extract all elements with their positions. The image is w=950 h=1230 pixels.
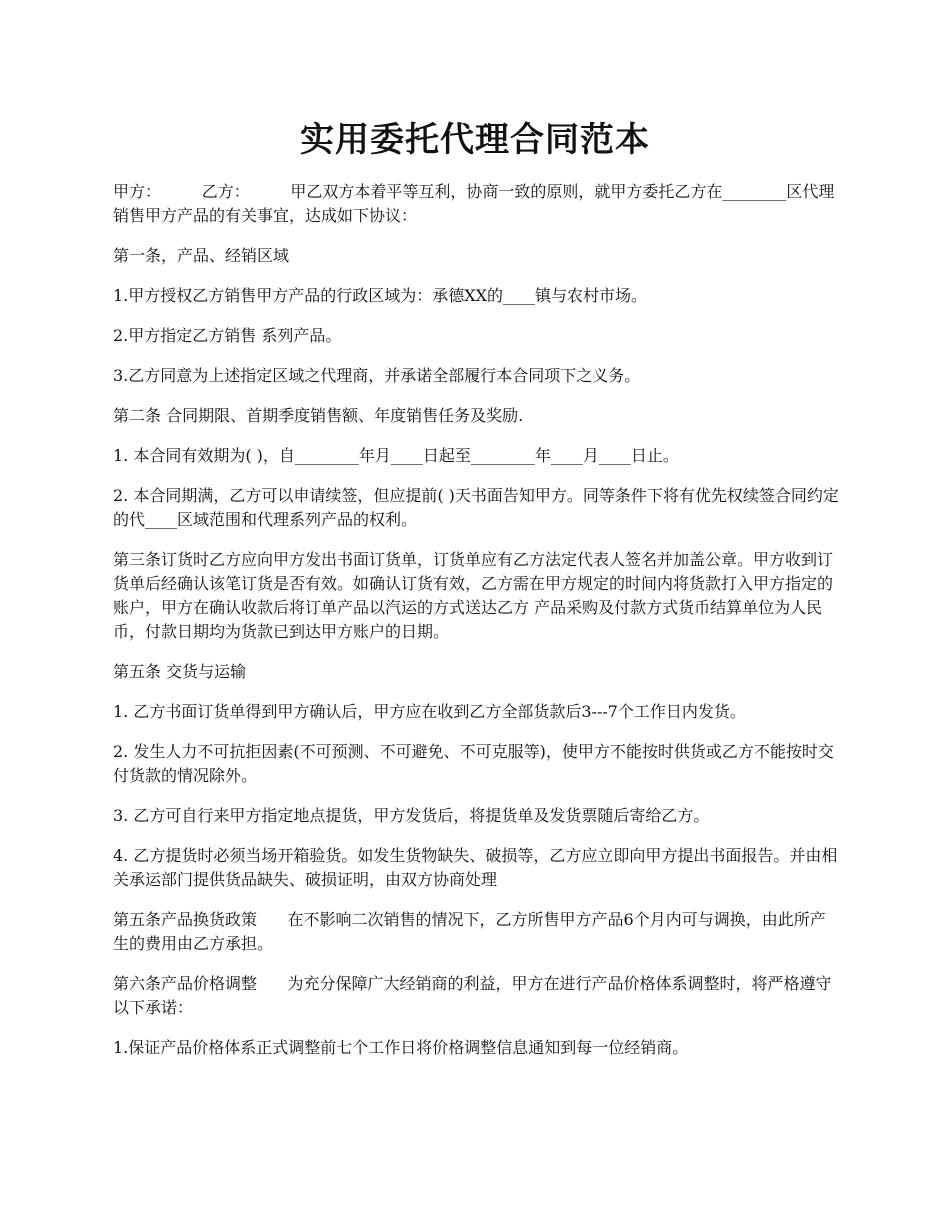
article-1-clause-2: 2.甲方指定乙方销售 系列产品。 <box>113 326 342 345</box>
article-6-clause-1: 1.保证产品价格体系正式调整前七个工作日将价格调整信息通知到每一位经销商。 <box>113 1038 689 1057</box>
article-5-clause-2: 2. 发生人力不可抗拒因素(不可预测、不可避免、不可克服等)，使甲方不能按时供货或乙方不能按时交付货款的情况除外。 <box>113 742 834 785</box>
article-5-clause-3: 3. 乙方可自行来甲方指定地点提货，甲方发货后，将提货单及发货票随后寄给乙方。 <box>113 806 710 825</box>
document-body <box>113 180 841 1076</box>
article-5-heading: 第五条 交货与运输 <box>113 662 247 681</box>
article-2-clause-1: 1. 本合同有效期为( )，自________年月____日起至________年____月____日止。 <box>113 446 679 465</box>
article-1-clause-3: 3.乙方同意为上述指定区域之代理商，并承诺全部履行本合同项下之义务。 <box>113 366 641 385</box>
article-1-clause-1: 1.甲方授权乙方销售甲方产品的行政区域为：承德XX的____镇与农村市场。 <box>113 286 648 305</box>
article-2-heading: 第二条 合同期限、首期季度销售额、年度销售任务及奖励. <box>113 406 524 425</box>
document-title: 实用委托代理合同范本 <box>300 120 650 160</box>
intro-paragraph: 甲方： 乙方： 甲乙双方本着平等互利，协商一致的原则，就甲方委托乙方在________区代理销售甲方产品的有关事宜，达成如下协议： <box>113 182 835 225</box>
article-3-paragraph: 第三条订货时乙方应向甲方发出书面订货单，订货单应有乙方法定代表人签名并加盖公章。甲方收到订货单后经确认该笔订货是否有效。如确认订货有效，乙方需在甲方规定的时间内将货款打入甲方指定的账户，甲方在确认收款后将订单产品以汽运的方式送达乙方 产品采购及付款方式货币结算单位为人民币，付款日期均为货款已到达甲方账户的日期。 <box>113 550 834 641</box>
article-2-clause-2: 2. 本合同期满，乙方可以申请续签，但应提前( )天书面告知甲方。同等条件下将有优先权续签合同约定的代____区域范围和代理系列产品的权利。 <box>113 486 839 529</box>
exchange-policy-paragraph: 第五条产品换货政策 在不影响二次销售的情况下，乙方所售甲方产品6个月内可与调换，由此所产生的费用由乙方承担。 <box>113 910 826 953</box>
article-5-clause-4: 4. 乙方提货时必须当场开箱验货。如发生货物缺失、破损等，乙方应立即向甲方提出书面报告。并由相关承运部门提供货品缺失、破损证明，由双方协商处理 <box>113 846 838 889</box>
article-6-paragraph: 第六条产品价格调整 为充分保障广大经销商的利益，甲方在进行产品价格体系调整时，将严格遵守以下承诺： <box>113 974 832 1017</box>
article-1-heading: 第一条，产品、经销区域 <box>113 246 290 265</box>
article-5-clause-1: 1. 乙方书面订货单得到甲方确认后，甲方应在收到乙方全部货款后3---7个工作日内发货。 <box>113 702 746 721</box>
